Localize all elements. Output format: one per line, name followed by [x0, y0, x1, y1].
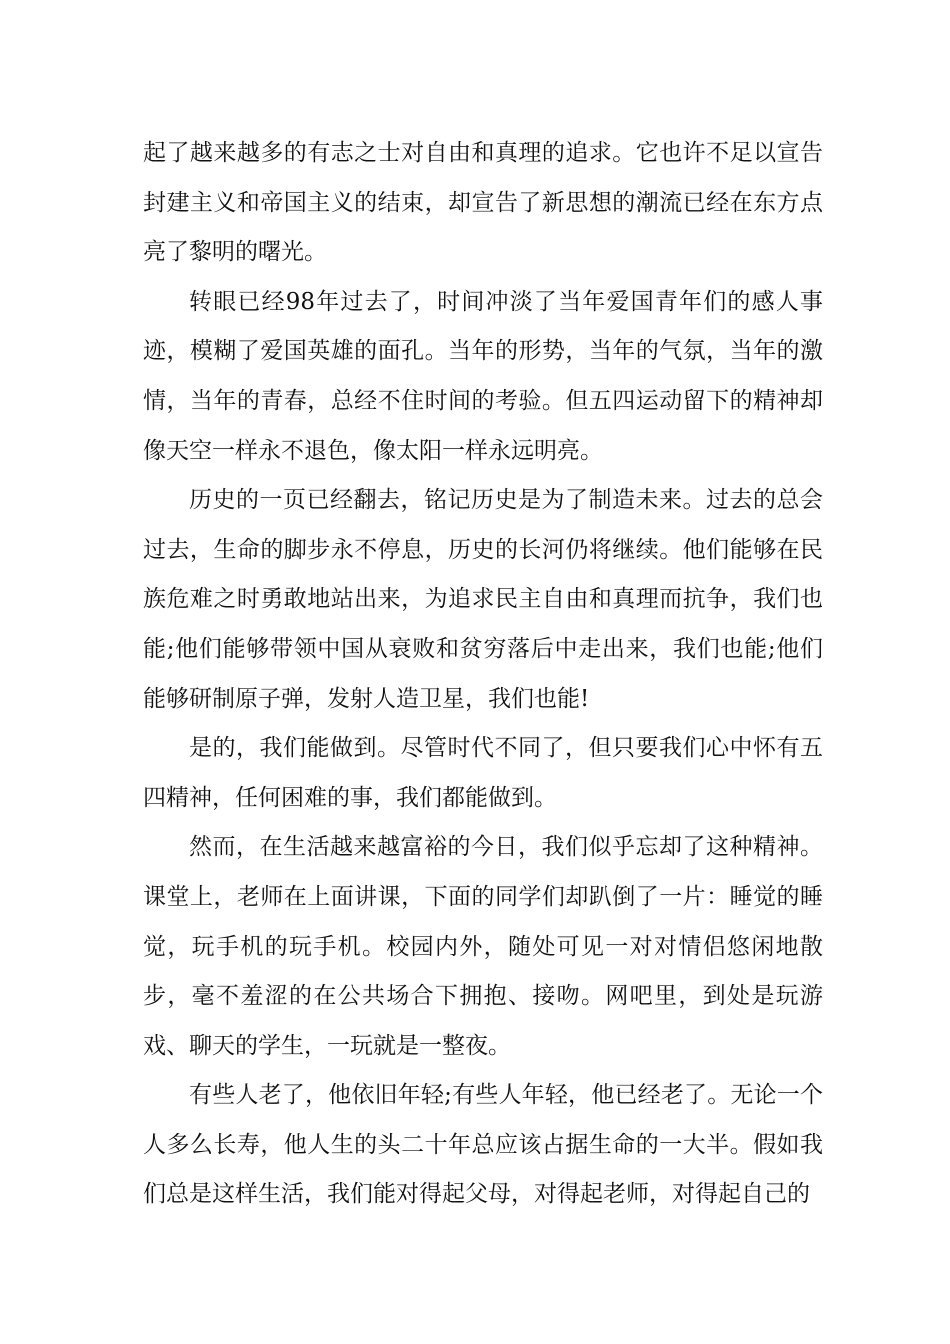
- paragraph-4: 是的，我们能做到。尽管时代不同了，但只要我们心中怀有五四精神，任何困难的事，我们都能做到。: [143, 735, 823, 811]
- document-body: [143, 129, 823, 1220]
- paragraph-2: 转眼已经98年过去了，时间冲淡了当年爱国青年们的感人事迹，模糊了爱国英雄的面孔。当年的形势，当年的气氛，当年的激情，当年的青春，总经不住时间的考验。但五四运动留下的精神却像天空一样永不退色，像太阳一样永远明亮。: [143, 288, 823, 464]
- paragraph-1: 起了越来越多的有志之士对自由和真理的追求。它也许不足以宣告封建主义和帝国主义的结束，却宣告了新思想的潮流已经在东方点亮了黎明的曙光。: [143, 140, 823, 266]
- paragraph-5: 然而，在生活越来越富裕的今日，我们似乎忘却了这种精神。课堂上，老师在上面讲课，下面的同学们却趴倒了一片：睡觉的睡觉，玩手机的玩手机。校园内外，随处可见一对对情侣悠闲地散步，毫不羞涩的在公共场合下拥抱、接吻。网吧里，到处是玩游戏、聊天的学生，一玩就是一整夜。: [143, 834, 823, 1059]
- paragraph-6: 有些人老了，他依旧年轻;有些人年轻，他已经老了。无论一个人多么长寿，他人生的头二十年总应该占据生命的一大半。假如我们总是这样生活，我们能对得起父母，对得起老师，对得起自己的: [143, 1082, 823, 1208]
- paragraph-3: 历史的一页已经翻去，铭记历史是为了制造未来。过去的总会过去，生命的脚步永不停息，历史的长河仍将继续。他们能够在民族危难之时勇敢地站出来，为追求民主自由和真理而抗争，我们也能;他们能够带领中国从衰败和贫穷落后中走出来，我们也能;他们能够研制原子弹，发射人造卫星，我们也能!: [143, 487, 823, 712]
